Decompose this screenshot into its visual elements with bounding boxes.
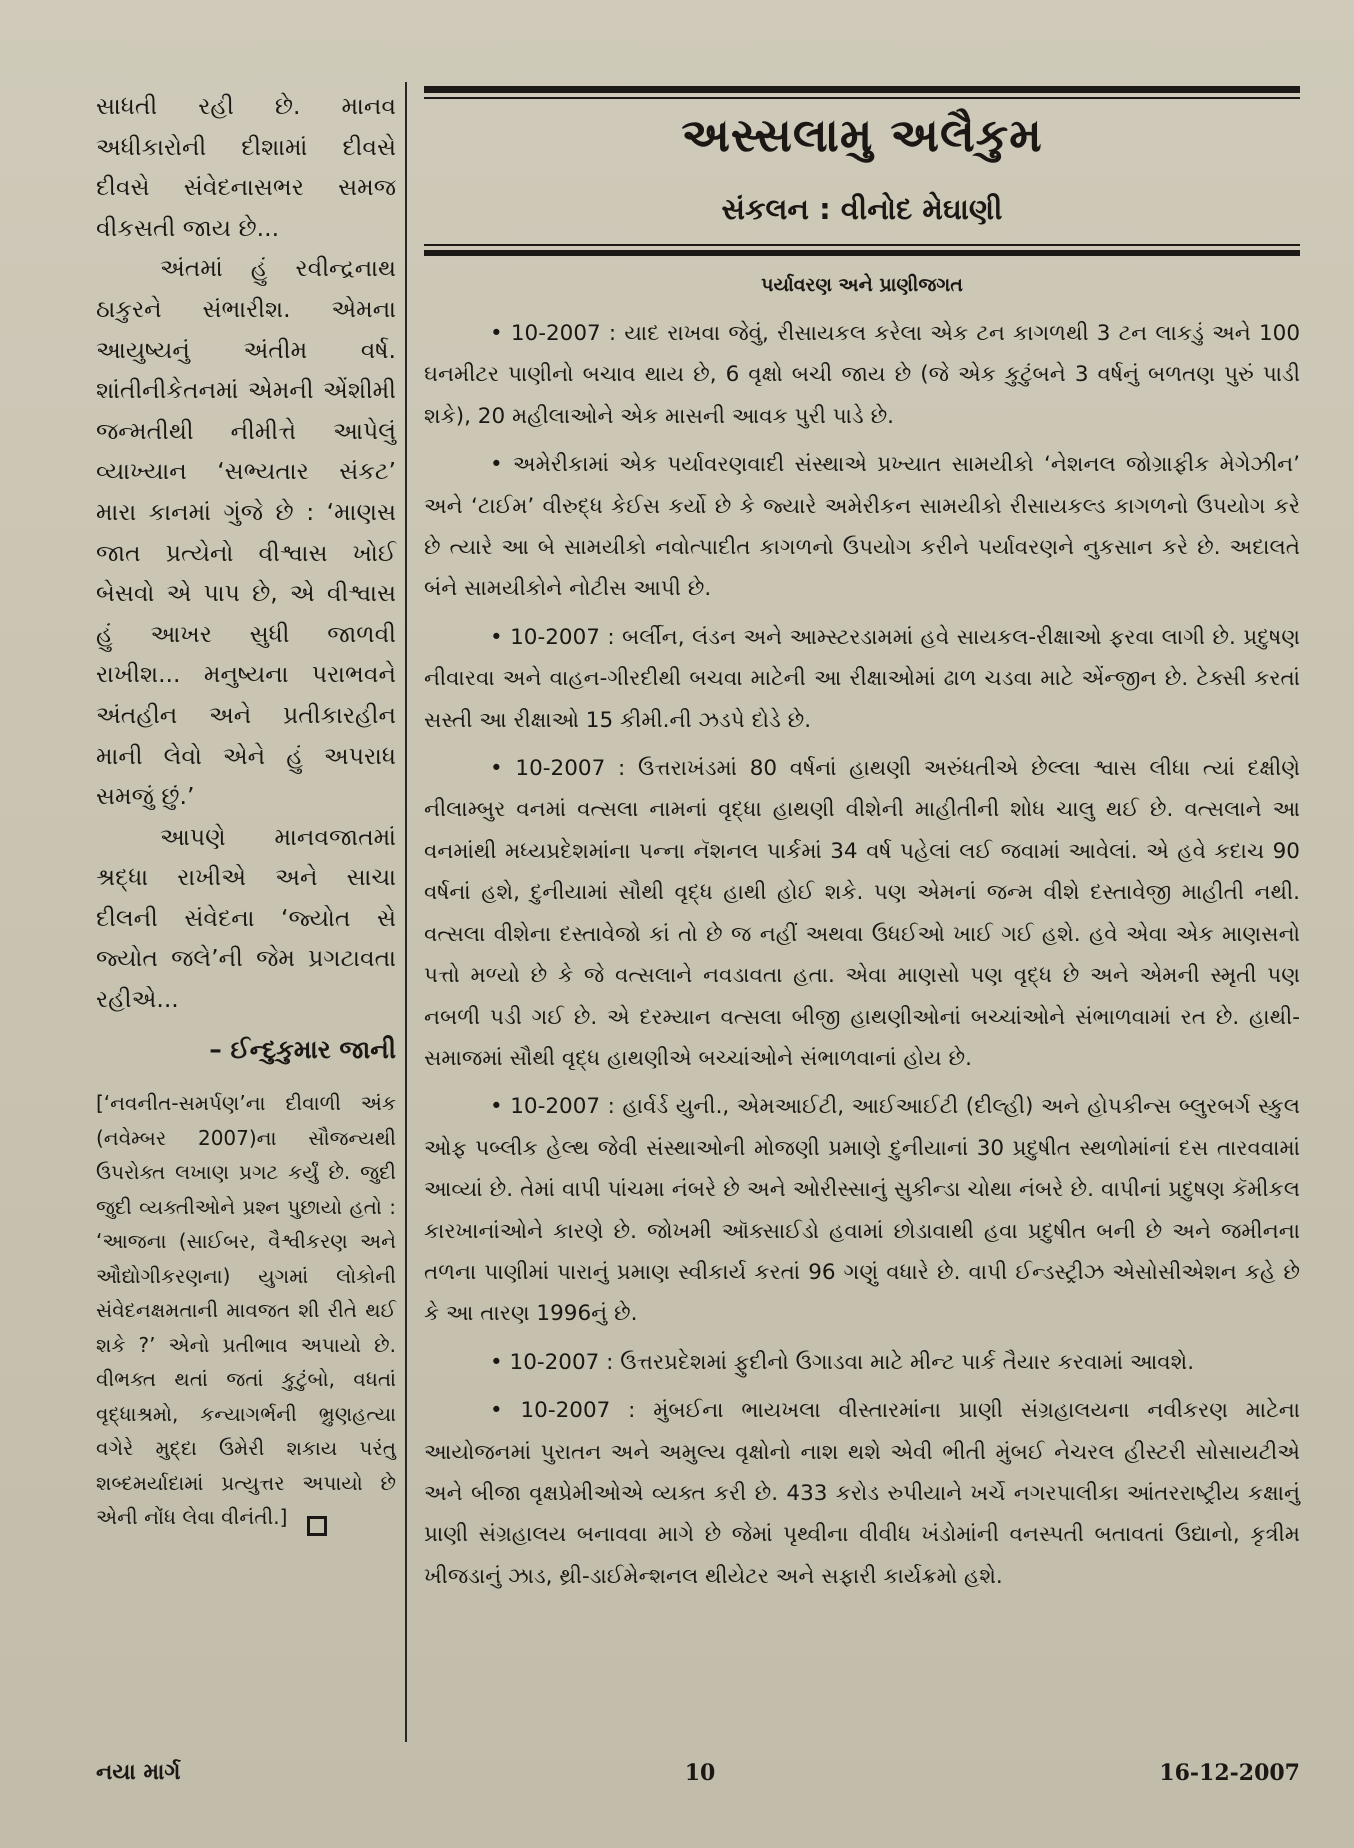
editorial-note	[96, 1086, 396, 1536]
end-mark-icon	[307, 1516, 327, 1536]
column-divider	[405, 82, 407, 1742]
left-paragraph-3: આપણે માનવજાતમાં શ્રદ્ધા રાખીએ અને સાચા દીલની સંવેદના ‘જ્યોત સે જ્યોત જલે’ની જેમ પ્રગટાવતા રહીએ...	[96, 822, 396, 1014]
title-bottom-rule-thick	[424, 250, 1300, 256]
footer-date: 16-12-2007	[1159, 1760, 1300, 1786]
title-top-rule-thick	[424, 86, 1300, 93]
article-byline: સંકલન : વીનોદ મેઘાણી	[721, 192, 1003, 226]
main-column	[424, 313, 1300, 1604]
news-item: • 10-2007 : યાદ રાખવા જેવું, રીસાયકલ કરેલા એક ટન કાગળથી 3 ટન લાકડું અને 100 ઘનમીટર પાણીનો બચાવ થાય છે, 6 વૃક્ષો બચી જાય છે (જે એક કુટુંબને 3 વર્ષનું બળતણ પુરું પાડી શકે), 20 મહીલાઓને એક માસની આવક પુરી પાડે છે.	[424, 321, 1300, 429]
title-bottom-rule-thin	[424, 244, 1300, 246]
news-item: • 10-2007 : ઉત્તરપ્રદેશમાં ફુદીનો ઉગાડવા માટે મીન્ટ પાર્ક તૈયાર કરવામાં આવશે.	[490, 1349, 1195, 1375]
left-column	[96, 86, 396, 1536]
left-paragraph-1: સાધતી રહી છે. માનવ અધીકારોની દીશામાં દીવસે દીવસે સંવેદનાસભર સમજ વીકસતી જાય છે...	[96, 92, 396, 242]
news-item: • 10-2007 : બર્લીન, લંડન અને આમ્સ્ટરડામમાં હવે સાયકલ-રીક્ષાઓ ફરવા લાગી છે. પ્રદુષણ નીવારવા અને વાહન-ગીરદીથી બચવા માટેની આ રીક્ષાઓમાં ઢાળ ચડવા માટે એંન્જીન છે. ટેક્સી કરતાં સસ્તી આ રીક્ષાઓ 15 કીમી.ની ઝડપે દોડે છે.	[424, 624, 1300, 733]
author-signature: – ઈન્દુકુમાર જાની	[209, 1034, 396, 1064]
article-title: અસ્સલામુ અલૈકુમ	[681, 108, 1043, 162]
editorial-note-text: [‘નવનીત-સમર્પણ’ના દીવાળી અંક (નવેમ્બર 2007)ના સૌજન્યથી ઉપરોક્ત લખાણ પ્રગટ કર્યું છે. જુદી જુદી વ્યક્તીઓને પ્રશ્ન પુછાયો હતો : ‘આજના (સાઈબર, વૈશ્વીકરણ અને ઔદ્યોગીકરણના) યુગમાં લોકોની સંવેદનક્ષમતાની માવજત શી રીતે થઈ શકે ?’ એનો પ્રતીભાવ અપાયો છે. વીભક્ત થતાં જતાં કુટુંબો, વધતાં વૃદ્ધાશ્રમો, કન્યાગર્ભની ભ્રુણહત્યા વગેરે મુદ્દા ઉમેરી શકાય પરંતુ શબ્દમર્યાદામાં પ્રત્યુત્તર અપાયો છે એની નોંધ લેવા વીનંતી.]	[96, 1091, 396, 1530]
news-item: • 10-2007 : મુંબઈના ભાયખલા વીસ્તારમાંના પ્રાણી સંગ્રહાલયના નવીકરણ માટેના આયોજનમાં પુરાતન અને અમુલ્ય વૃક્ષોનો નાશ થશે એવી ભીતી મુંબઈ નેચરલ હીસ્ટરી સોસાયટીએ અને બીજા વૃક્ષપ્રેમીઓએ વ્યક્ત કરી છે. 433 કરોડ રુપીયાને ખર્ચે નગરપાલીકા આંતરરાષ્ટ્રીય કક્ષાનું પ્રાણી સંગ્રહાલય બનાવવા માગે છે જેમાં પૃથ્વીના વીવીધ ખંડોમાંની વનસ્પતી બતાવતાં ઉદ્યાનો, કૃત્રીમ ખીજડાનું ઝાડ, થ્રી-ડાઈમેન્શનલ થીયેટર અને સફારી કાર્યક્રમો હશે.	[424, 1398, 1300, 1589]
news-item: • 10-2007 : ઉત્તરાખંડમાં 80 વર્ષનાં હાથણી અરુંધતીએ છેલ્લા શ્વાસ લીધા ત્યાં દક્ષીણે નીલામ્બુર વનમાં વત્સલા નામનાં વૃદ્ધા હાથણી વીશેની માહીતીની શોધ ચાલુ થઈ છે. વત્સલાને આ વનમાંથી મધ્યપ્રદેશમાંના પન્ના નૅશનલ પાર્કમાં 34 વર્ષ પહેલાં લઈ જવામાં આવેલાં. એ હવે કદાચ 90 વર્ષનાં હશે, દુનીયામાં સૌથી વૃદ્ધ હાથી હોઈ શકે. પણ એમનાં જન્મ વીશે દસ્તાવેજી માહીતી નથી. વત્સલા વીશેના દસ્તાવેજો કાં તો છે જ નહીં અથવા ઉધઈઓ ખાઈ ગઈ હશે. હવે એવા એક માણસનો પત્તો મળ્યો છે કે જે વત્સલાને નવડાવતા હતા. એવા માણસો પણ વૃદ્ધ છે અને એમની સ્મૃતી પણ નબળી પડી ગઈ છે. એ દરમ્યાન વત્સલા બીજી હાથણીઓનાં બચ્ચાંઓને સંભાળવામાં રત છે. હાથી-સમાજમાં સૌથી વૃદ્ધ હાથણીએ બચ્ચાંઓને સંભાળવાનાં હોય છે.	[424, 756, 1300, 1071]
title-top-rule-thin	[424, 97, 1300, 99]
footer-page-number: 10	[684, 1760, 716, 1786]
footer-magazine-name: નયા માર્ગ	[96, 1760, 181, 1785]
news-item: • અમેરીકામાં એક પર્યાવરણવાદી સંસ્થાએ પ્રખ્યાત સામયીકો ‘નેશનલ જોગ્રાફીક મેગેઝીન’ અને ‘ટાઈમ’ વીરુદ્ધ કેઈસ કર્યો છે કે જ્યારે અમેરીકન સામયીકો રીસાયકલ્ડ કાગળનો ઉપયોગ કરે છે ત્યારે આ બે સામયીકો નવોત્પાદીત કાગળનો ઉપયોગ કરીને પર્યાવરણને નુકસાન કરે છે. અદાલતે બંને સામયીકોને નોટીસ આપી છે.	[424, 452, 1300, 602]
left-paragraph-2: અંતમાં હું રવીન્દ્રનાથ ઠાકુરને સંભારીશ. એમના આયુષ્યનું અંતીમ વર્ષ. શાંતીનીકેતનમાં એમની એંશીમી જન્મતીથી નીમીત્તે આપેલું વ્યાખ્યાન ‘સભ્યતાર સંકટ’ મારા કાનમાં ગુંજે છે : ‘માણસ જાત પ્રત્યેનો વીશ્વાસ ખોઈ બેસવો એ પાપ છે, એ વીશ્વાસ હું આખર સુધી જાળવી રાખીશ... મનુષ્યના પરાભવને અંતહીન અને પ્રતીકારહીન માની લેવો એને હું અપરાધ સમજું છું.’	[96, 254, 396, 811]
news-item: • 10-2007 : હાર્વર્ડ યુની., એમઆઈટી, આઈઆઈટી (દીલ્હી) અને હોપકીન્સ બ્લુરબર્ગ સ્કુલ ઓફ પબ્લીક હેલ્થ જેવી સંસ્થાઓની મોજણી પ્રમાણે દુનીયાનાં 30 પ્રદુષીત સ્થળોમાંનાં દસ તારવવામાં આવ્યાં છે. તેમાં વાપી પાંચમા નંબરે છે અને ઓરીસ્સાનું સુકીન્ડા ચોથા નંબરે છે. વાપીનાં પ્રદુષણ કૅમીકલ કારખાનાંઓને કારણે છે. જોખમી ઑક્સાઈડો હવામાં છોડાવાથી હવા પ્રદુષીત બની છે અને જમીનના તળના પાણીમાં પારાનું પ્રમાણ સ્વીકાર્ય કરતાં 96 ગણું વધારે છે. વાપી ઈન્ડસ્ટ્રીઝ એસોસીએશન કહે છે કે આ તારણ 1996નું છે.	[424, 1094, 1300, 1327]
section-heading: પર્યાવરણ અને પ્રાણીજગત	[761, 274, 963, 296]
